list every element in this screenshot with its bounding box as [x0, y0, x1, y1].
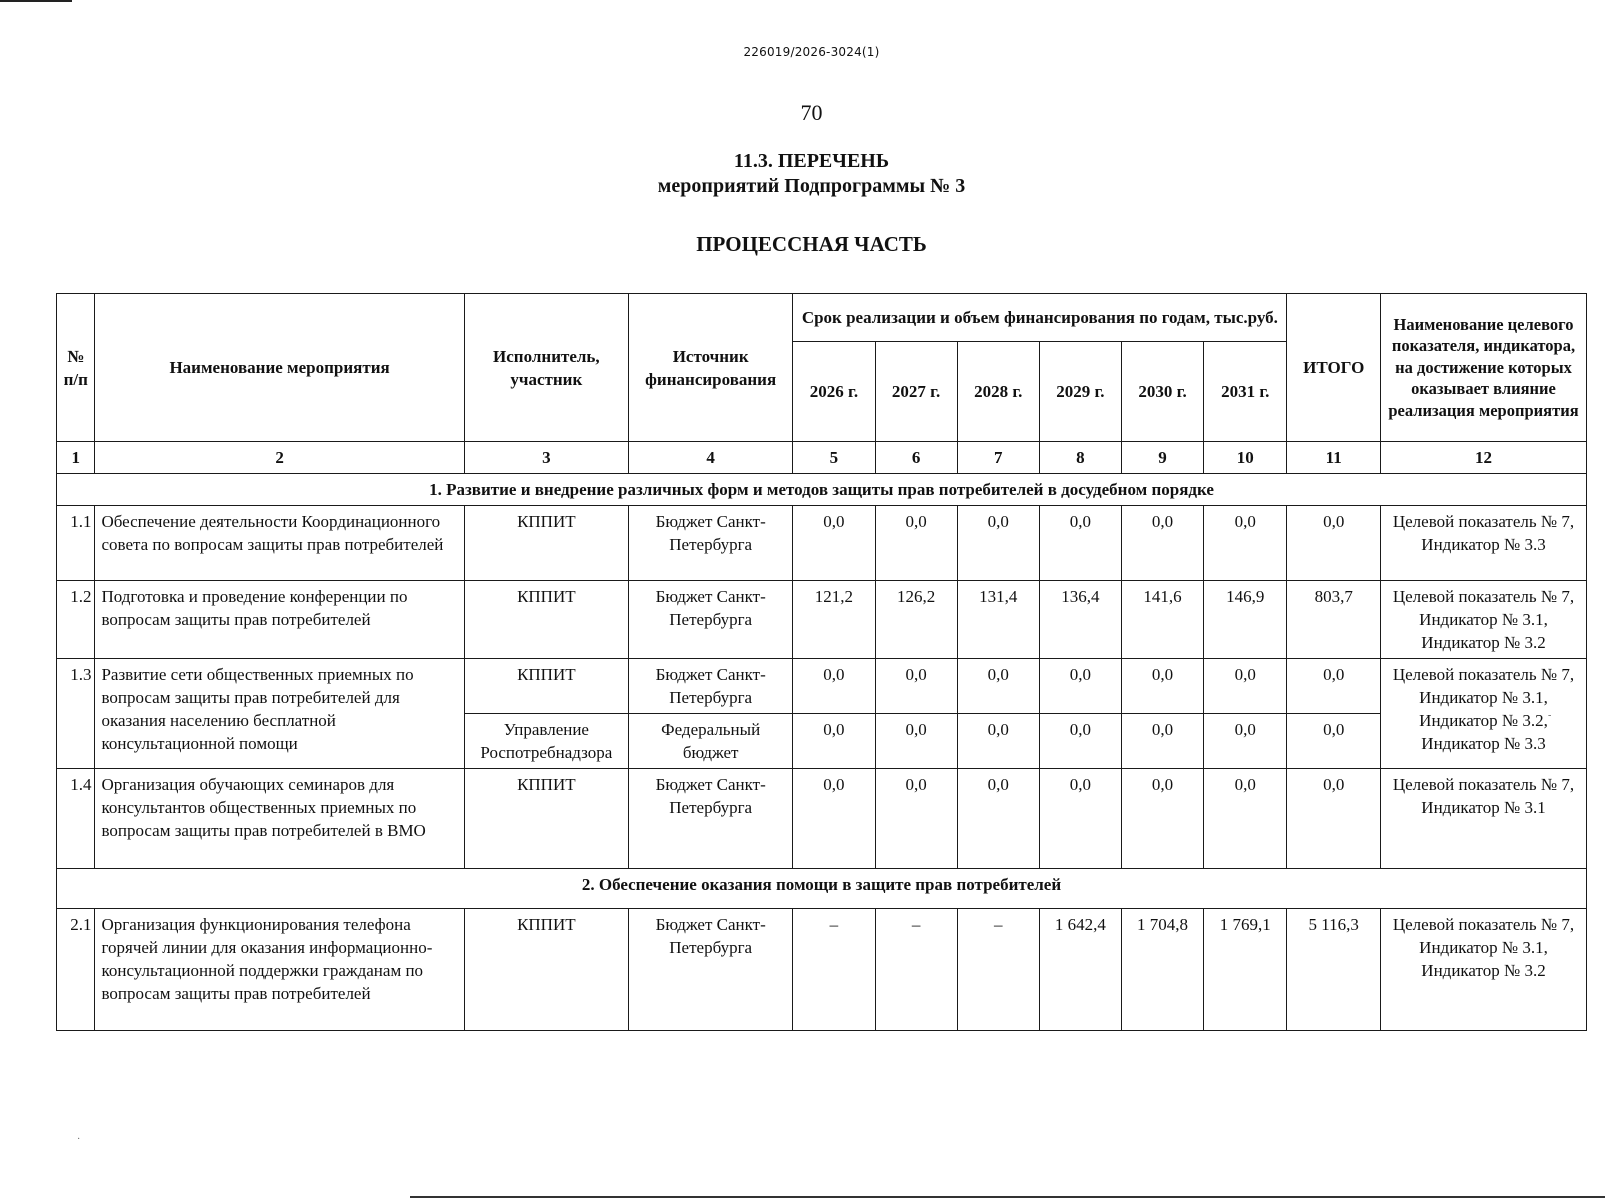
section-row — [57, 474, 1587, 506]
value-total: 0,0 — [1287, 714, 1381, 769]
column-number: 12 — [1381, 442, 1587, 474]
value-2031: 0,0 — [1204, 714, 1287, 769]
value-2027: 0,0 — [875, 714, 957, 769]
column-number: 10 — [1204, 442, 1287, 474]
column-number: 5 — [793, 442, 875, 474]
document-title-line2: мероприятий Подпрограммы № 3 — [657, 175, 966, 197]
value-2027: 0,0 — [875, 659, 957, 714]
value-2030: 0,0 — [1121, 769, 1203, 869]
header-year: 2028 г. — [957, 342, 1039, 442]
page-number: 70 — [800, 100, 823, 125]
funding-source: Бюджет Санкт-Петербурга — [629, 909, 793, 1031]
executor: КППИТ — [464, 506, 628, 581]
section-title: 2. Обеспечение оказания помощи в защите прав потребителей — [57, 869, 1587, 909]
section-heading: ПРОЦЕССНАЯ ЧАСТЬ — [696, 232, 927, 256]
activity-name: Организация функционирования телефона горячей линии для оказания информационно-консультационной поддержки гражданам по вопросам защиты прав потребителей — [95, 909, 464, 1031]
header-total: ИТОГО — [1287, 294, 1381, 442]
funding-source: Федеральный бюджет — [629, 714, 793, 769]
indicator: Целевой показатель № 7, Индикатор № 3.1 — [1381, 769, 1587, 869]
table-row — [57, 659, 1587, 714]
scan-edge-line — [410, 1196, 1605, 1198]
executor: КППИТ — [464, 909, 628, 1031]
header-year: 2029 г. — [1039, 342, 1121, 442]
header-indicator: Наименование целевого показателя, индикатора, на достижение которых оказывает влияние реализация мероприятия — [1381, 294, 1587, 442]
value-2027: – — [875, 909, 957, 1031]
header-name: Наименование мероприятия — [95, 294, 464, 442]
section-title: 1. Развитие и внедрение различных форм и методов защиты прав потребителей в досудебном порядке — [57, 474, 1587, 506]
column-number: 6 — [875, 442, 957, 474]
scan-edge-line — [0, 0, 72, 2]
indicator: Целевой показатель № 7, Индикатор № 3.1, Индикатор № 3.2, Индикатор № 3.3 — [1381, 659, 1587, 769]
activity-name: Организация обучающих семинаров для консультантов общественных приемных по вопросам защиты прав потребителей в ВМО — [95, 769, 464, 869]
executor: КППИТ — [464, 769, 628, 869]
table-row — [57, 769, 1587, 869]
value-2029: 136,4 — [1039, 581, 1121, 659]
header-year: 2026 г. — [793, 342, 875, 442]
value-2031: 146,9 — [1204, 581, 1287, 659]
activity-name: Подготовка и проведение конференции по вопросам защиты прав потребителей — [95, 581, 464, 659]
value-2026: – — [793, 909, 875, 1031]
column-number: 4 — [629, 442, 793, 474]
value-2028: – — [957, 909, 1039, 1031]
row-number: 1.4 — [57, 769, 95, 869]
activity-name: Обеспечение деятельности Координационного совета по вопросам защиты прав потребителей — [95, 506, 464, 581]
value-2026: 0,0 — [793, 714, 875, 769]
row-number: 1.2 — [57, 581, 95, 659]
activities-table — [56, 293, 1587, 1031]
header-year: 2027 г. — [875, 342, 957, 442]
value-2026: 0,0 — [793, 506, 875, 581]
executor: Управление Роспотребнадзора — [464, 714, 628, 769]
value-2031: 0,0 — [1204, 659, 1287, 714]
value-2029: 0,0 — [1039, 714, 1121, 769]
row-number: 2.1 — [57, 909, 95, 1031]
indicator: Целевой показатель № 7, Индикатор № 3.1, Индикатор № 3.2 — [1381, 909, 1587, 1031]
column-number: 3 — [464, 442, 628, 474]
value-2026: 0,0 — [793, 769, 875, 869]
value-total: 0,0 — [1287, 506, 1381, 581]
column-number: 7 — [957, 442, 1039, 474]
funding-source: Бюджет Санкт-Петербурга — [629, 506, 793, 581]
column-number: 8 — [1039, 442, 1121, 474]
value-total: 0,0 — [1287, 659, 1381, 714]
header-year: 2030 г. — [1121, 342, 1203, 442]
value-2030: 141,6 — [1121, 581, 1203, 659]
value-2028: 0,0 — [957, 506, 1039, 581]
value-2030: 1 704,8 — [1121, 909, 1203, 1031]
executor: КППИТ — [464, 581, 628, 659]
table-row — [57, 581, 1587, 659]
value-2026: 0,0 — [793, 659, 875, 714]
value-total: 0,0 — [1287, 769, 1381, 869]
section-row — [57, 869, 1587, 909]
value-2027: 126,2 — [875, 581, 957, 659]
scan-speck: - — [1548, 710, 1552, 721]
header-num: № п/п — [57, 294, 95, 442]
executor: КППИТ — [464, 659, 628, 714]
value-total: 803,7 — [1287, 581, 1381, 659]
value-2028: 0,0 — [957, 769, 1039, 869]
value-2029: 0,0 — [1039, 506, 1121, 581]
value-2029: 0,0 — [1039, 769, 1121, 869]
scan-speck: · — [77, 1134, 81, 1145]
value-2029: 0,0 — [1039, 659, 1121, 714]
value-2030: 0,0 — [1121, 506, 1203, 581]
value-2029: 1 642,4 — [1039, 909, 1121, 1031]
column-number-row — [57, 442, 1587, 474]
table-row — [57, 909, 1587, 1031]
header-year: 2031 г. — [1204, 342, 1287, 442]
document-title: 11.3. ПЕРЕЧЕНЬ — [733, 150, 890, 172]
funding-source: Бюджет Санкт-Петербурга — [629, 769, 793, 869]
value-2028: 131,4 — [957, 581, 1039, 659]
document-id: 226019/2026-3024(1) — [743, 45, 880, 59]
funding-source: Бюджет Санкт-Петербурга — [629, 581, 793, 659]
activity-name: Развитие сети общественных приемных по вопросам защиты прав потребителей для оказания населению бесплатной консультационной помощи — [95, 659, 464, 769]
header-period: Срок реализации и объем финансирования по годам, тыс.руб. — [793, 294, 1287, 342]
header-source: Источник финансирования — [629, 294, 793, 442]
value-2026: 121,2 — [793, 581, 875, 659]
value-2027: 0,0 — [875, 769, 957, 869]
indicator: Целевой показатель № 7, Индикатор № 3.3 — [1381, 506, 1587, 581]
value-2031: 1 769,1 — [1204, 909, 1287, 1031]
value-2030: 0,0 — [1121, 659, 1203, 714]
value-2031: 0,0 — [1204, 506, 1287, 581]
indicator: Целевой показатель № 7, Индикатор № 3.1, Индикатор № 3.2 — [1381, 581, 1587, 659]
value-2028: 0,0 — [957, 659, 1039, 714]
column-number: 9 — [1121, 442, 1203, 474]
value-2027: 0,0 — [875, 506, 957, 581]
column-number: 1 — [57, 442, 95, 474]
column-number: 2 — [95, 442, 464, 474]
header-executor: Исполнитель, участник — [464, 294, 628, 442]
value-2028: 0,0 — [957, 714, 1039, 769]
value-2031: 0,0 — [1204, 769, 1287, 869]
value-2030: 0,0 — [1121, 714, 1203, 769]
column-number: 11 — [1287, 442, 1381, 474]
row-number: 1.1 — [57, 506, 95, 581]
row-number: 1.3 — [57, 659, 95, 769]
table-row — [57, 506, 1587, 581]
funding-source: Бюджет Санкт-Петербурга — [629, 659, 793, 714]
value-total: 5 116,3 — [1287, 909, 1381, 1031]
